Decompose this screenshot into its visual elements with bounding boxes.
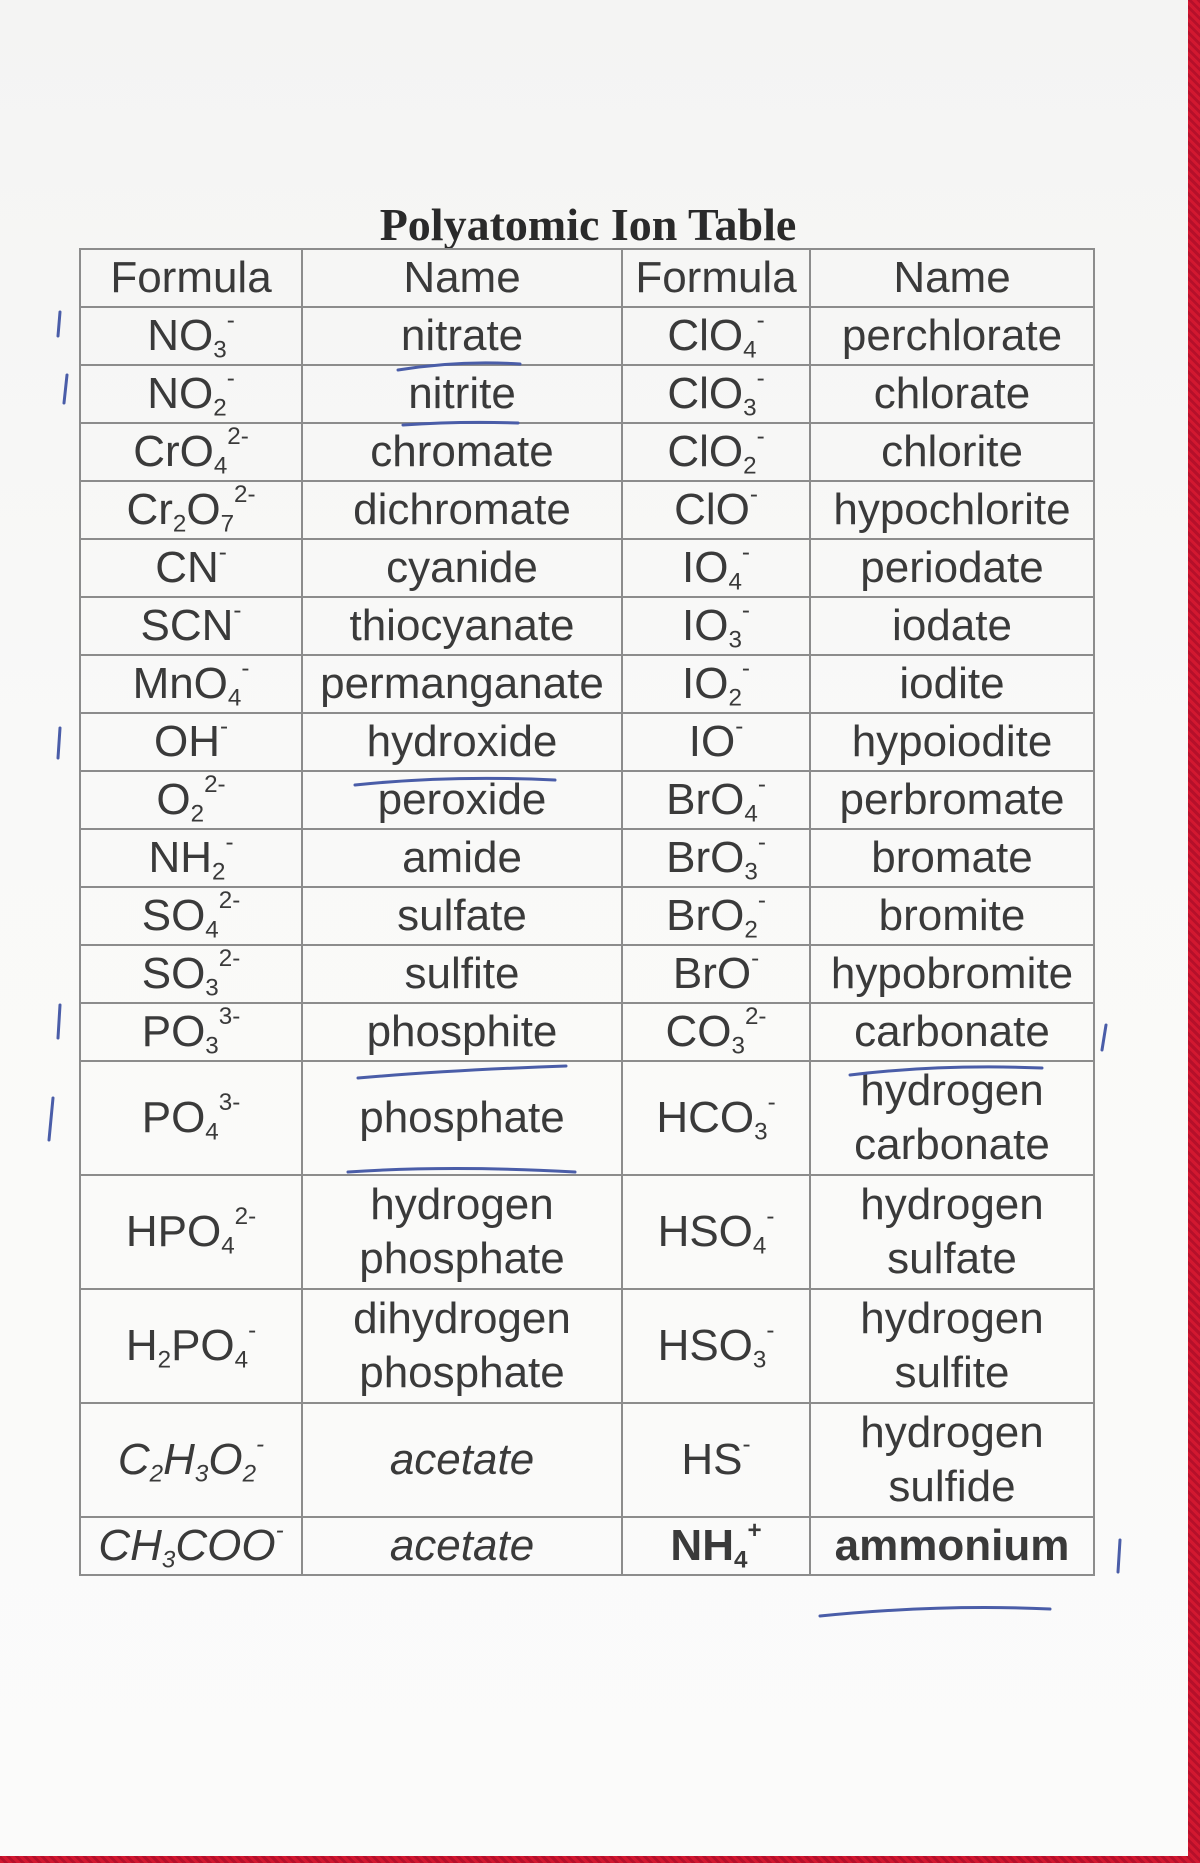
ion-name: perchlorate	[810, 307, 1094, 365]
ion-name: hydrogen carbonate	[810, 1061, 1094, 1175]
ion-formula: IO-	[622, 713, 810, 771]
red-folder-edge	[1188, 0, 1200, 1863]
ion-formula: OH-	[80, 713, 302, 771]
ion-name: sulfite	[302, 945, 622, 1003]
page-title: Polyatomic Ion Table	[379, 199, 797, 250]
red-folder-bottom-edge	[0, 1856, 1200, 1863]
table-row	[80, 1403, 1094, 1517]
ion-name: iodite	[810, 655, 1094, 713]
ion-formula: $NH_4^+$	[622, 1517, 810, 1575]
table-row	[80, 365, 1094, 423]
ion-formula: BrO$_4$-	[622, 771, 810, 829]
ion-formula: $HCO_3^-$	[622, 1061, 810, 1175]
ion-formula: SCN-	[80, 597, 302, 655]
table-row	[80, 307, 1094, 365]
ion-formula: $IO_3^-$	[622, 597, 810, 655]
ion-name: permanganate	[302, 655, 622, 713]
ion-name: hypobromite	[810, 945, 1094, 1003]
table-row	[80, 1175, 1094, 1289]
ion-formula: $H_2PO_4^-$	[80, 1289, 302, 1403]
header-formula-2: Formula	[622, 249, 810, 307]
table-row	[80, 423, 1094, 481]
ion-formula: CrO$_4^{2-}$	[80, 423, 302, 481]
ion-formula: $NO_3^-$	[80, 307, 302, 365]
ion-name: nitrate	[302, 307, 622, 365]
ion-formula: HS-	[622, 1403, 810, 1517]
table-row	[80, 829, 1094, 887]
table-row	[80, 539, 1094, 597]
table-row	[80, 1289, 1094, 1403]
ion-name: sulfate	[302, 887, 622, 945]
ion-name: dihydrogen phosphate	[302, 1289, 622, 1403]
header-name-1: Name	[302, 249, 622, 307]
ion-formula: $O_2^{2-}$	[80, 771, 302, 829]
ion-name: periodate	[810, 539, 1094, 597]
ion-formula: $CO_3^{2-}$	[622, 1003, 810, 1061]
ion-name: phosphite	[302, 1003, 622, 1061]
ion-name: cyanide	[302, 539, 622, 597]
ion-name: bromite	[810, 887, 1094, 945]
ion-formula: $SO_3^{2-}$	[80, 945, 302, 1003]
ion-formula: $PO_3^{3-}$	[80, 1003, 302, 1061]
ion-name: carbonate	[810, 1003, 1094, 1061]
table-row	[80, 713, 1094, 771]
ion-formula: $Cr_2O_7^{2-}$	[80, 481, 302, 539]
ion-name: chromate	[302, 423, 622, 481]
header-name-2: Name	[810, 249, 1094, 307]
ion-name: peroxide	[302, 771, 622, 829]
ion-formula: ClO-	[622, 481, 810, 539]
table-row	[80, 887, 1094, 945]
ion-formula: BrO-	[622, 945, 810, 1003]
ion-name: hydrogen phosphate	[302, 1175, 622, 1289]
header-formula-1: Formula	[80, 249, 302, 307]
table-row	[80, 597, 1094, 655]
ion-name: chlorate	[810, 365, 1094, 423]
ion-name: hydrogen sulfite	[810, 1289, 1094, 1403]
table-row	[80, 655, 1094, 713]
ion-formula: $C_2H_3O_2^-$	[80, 1403, 302, 1517]
ion-name: dichromate	[302, 481, 622, 539]
ion-formula: $HPO_4^{2-}$	[80, 1175, 302, 1289]
ion-formula: $HSO_4^-$	[622, 1175, 810, 1289]
ion-formula: ClO$_4$-	[622, 307, 810, 365]
ion-formula: $CH_3COO^-$	[80, 1517, 302, 1575]
ion-formula: ClO$_3$-	[622, 365, 810, 423]
ion-name: hypoiodite	[810, 713, 1094, 771]
ion-formula: MnO$_4$-	[80, 655, 302, 713]
table-row	[80, 1517, 1094, 1575]
ion-name: perbromate	[810, 771, 1094, 829]
ion-name: nitrite	[302, 365, 622, 423]
ion-formula: $IO_4^-$	[622, 539, 810, 597]
ion-formula: ClO$_2$-	[622, 423, 810, 481]
ion-formula: CN-	[80, 539, 302, 597]
ion-formula: $SO_4^{2-}$	[80, 887, 302, 945]
ion-name: phosphate	[302, 1061, 622, 1175]
ion-name: hydrogen sulfate	[810, 1175, 1094, 1289]
ion-name: hypochlorite	[810, 481, 1094, 539]
ion-name: chlorite	[810, 423, 1094, 481]
ion-formula: BrO$_3$-	[622, 829, 810, 887]
ion-formula: $HSO_3^-$	[622, 1289, 810, 1403]
table-row	[80, 1003, 1094, 1061]
ion-formula: $NH_2^-$	[80, 829, 302, 887]
ion-name: iodate	[810, 597, 1094, 655]
table-row	[80, 945, 1094, 1003]
ion-name: hydroxide	[302, 713, 622, 771]
ion-name: thiocyanate	[302, 597, 622, 655]
ion-formula: $NO_2^-$	[80, 365, 302, 423]
table-row	[80, 1061, 1094, 1175]
ion-name: amide	[302, 829, 622, 887]
ion-name: acetate	[302, 1517, 622, 1575]
ion-formula: $PO_4^{3-}$	[80, 1061, 302, 1175]
ion-table-body	[80, 307, 1094, 1575]
ion-formula: $IO_2^-$	[622, 655, 810, 713]
ion-name: ammonium	[810, 1517, 1094, 1575]
ion-name: bromate	[810, 829, 1094, 887]
ion-name: acetate	[302, 1403, 622, 1517]
ion-name: hydrogen sulfide	[810, 1403, 1094, 1517]
header-row	[80, 249, 1094, 307]
polyatomic-ion-table	[79, 248, 1095, 1576]
ion-formula: BrO$_2$-	[622, 887, 810, 945]
table-row	[80, 481, 1094, 539]
table-row	[80, 771, 1094, 829]
